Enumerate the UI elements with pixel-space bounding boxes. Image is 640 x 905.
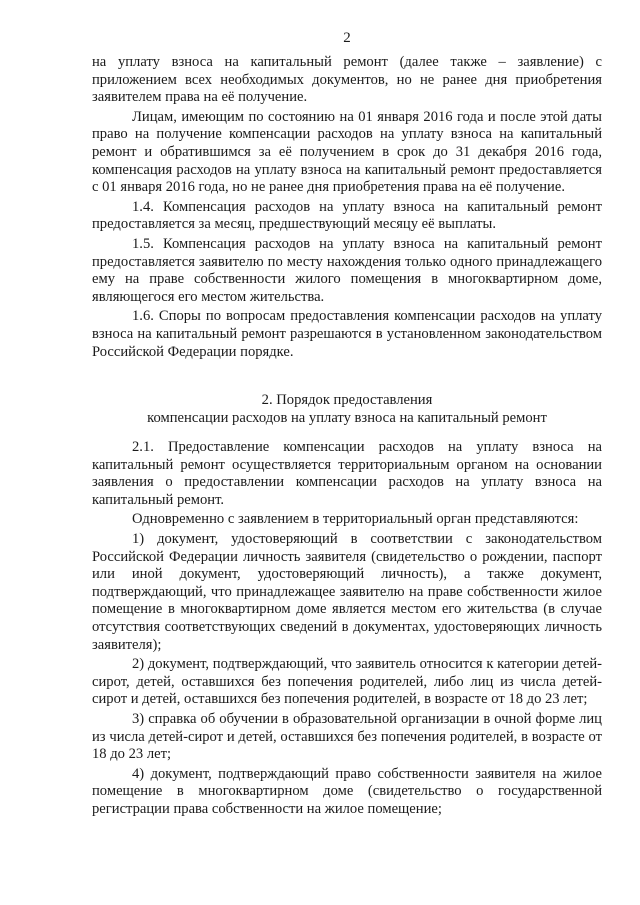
paragraph-application-continuation: на уплату взноса на капитальный ремонт (далее также – заявление) с приложением всех необходимых документов, но не ранее дня приобретения заявителем права на её получение.	[92, 54, 602, 106]
section-2-title: 2. Порядок предоставления	[261, 392, 433, 409]
list-item-3: 3) справка об обучении в образовательной организации в очной форме лиц из числа детей-сирот и детей, оставшихся без попечения родителей, в возрасте от 18 до 23 лет;	[92, 711, 602, 763]
list-item-1: 1) документ, удостоверяющий в соответствии с законодательством Российской Федерации личность заявителя (свидетельство о рождении, паспорт или иной документ, удостоверяющий личность), а также документ, подтверждающий, что принадлежащее заявителю на праве собственности жилое помещение в многоквартирном доме является местом его жительства (в случае отсутствия соответствующих сведений в документах, удостоверяющих личность заявителя);	[92, 531, 602, 653]
paragraph-1-4: 1.4. Компенсация расходов на уплату взноса на капитальный ремонт предоставляется за месяц, предшествующий месяцу её выплаты.	[92, 198, 602, 233]
paragraph-2-1: 2.1. Предоставление компенсации расходов на уплату взноса на капитальный ремонт осуществляется территориальным органом на основании заявления о предоставлении компенсации расходов на уплату взноса на капитальный ремонт.	[92, 439, 602, 508]
section-2-subtitle: компенсации расходов на уплату взноса на капитальный ремонт	[147, 410, 547, 427]
list-item-2: 2) документ, подтверждающий, что заявитель относится к категории детей-сирот, детей, оставшихся без попечения родителей, либо лиц из числа детей-сирот и детей, оставшихся без попечения родителей, в возрасте от 18 до 23 лет;	[92, 656, 602, 708]
section-2-heading	[92, 391, 602, 427]
paragraph-documents-intro: Одновременно с заявлением в территориальный орган представляются:	[132, 511, 579, 528]
paragraph-persons-2016: Лицам, имеющим по состоянию на 01 января 2016 года и после этой даты право на получение компенсации расходов на уплату взноса на капитальный ремонт и обратившимся за её получением в срок до 31 декабря 2016 года, компенсация расходов на уплату взноса на капитальный ремонт предоставляется с 01 января 2016 года, но не ранее дня приобретения права на её получение.	[92, 108, 602, 196]
page-number: 2	[343, 30, 351, 46]
paragraph-1-6: 1.6. Споры по вопросам предоставления компенсации расходов на уплату взноса на капитальный ремонт разрешаются в установленном законодательством Российской Федерации порядке.	[92, 308, 602, 360]
paragraph-1-5: 1.5. Компенсация расходов на уплату взноса на капитальный ремонт предоставляется заявителю по месту нахождения только одного принадлежащего ему на праве собственности жилого помещения в многоквартирном доме, являющегося его местом жительства.	[92, 235, 602, 305]
list-item-4: 4) документ, подтверждающий право собственности заявителя на жилое помещение в многоквартирном доме (свидетельство о государственной регистрации права собственности на жилое помещение;	[92, 765, 602, 817]
